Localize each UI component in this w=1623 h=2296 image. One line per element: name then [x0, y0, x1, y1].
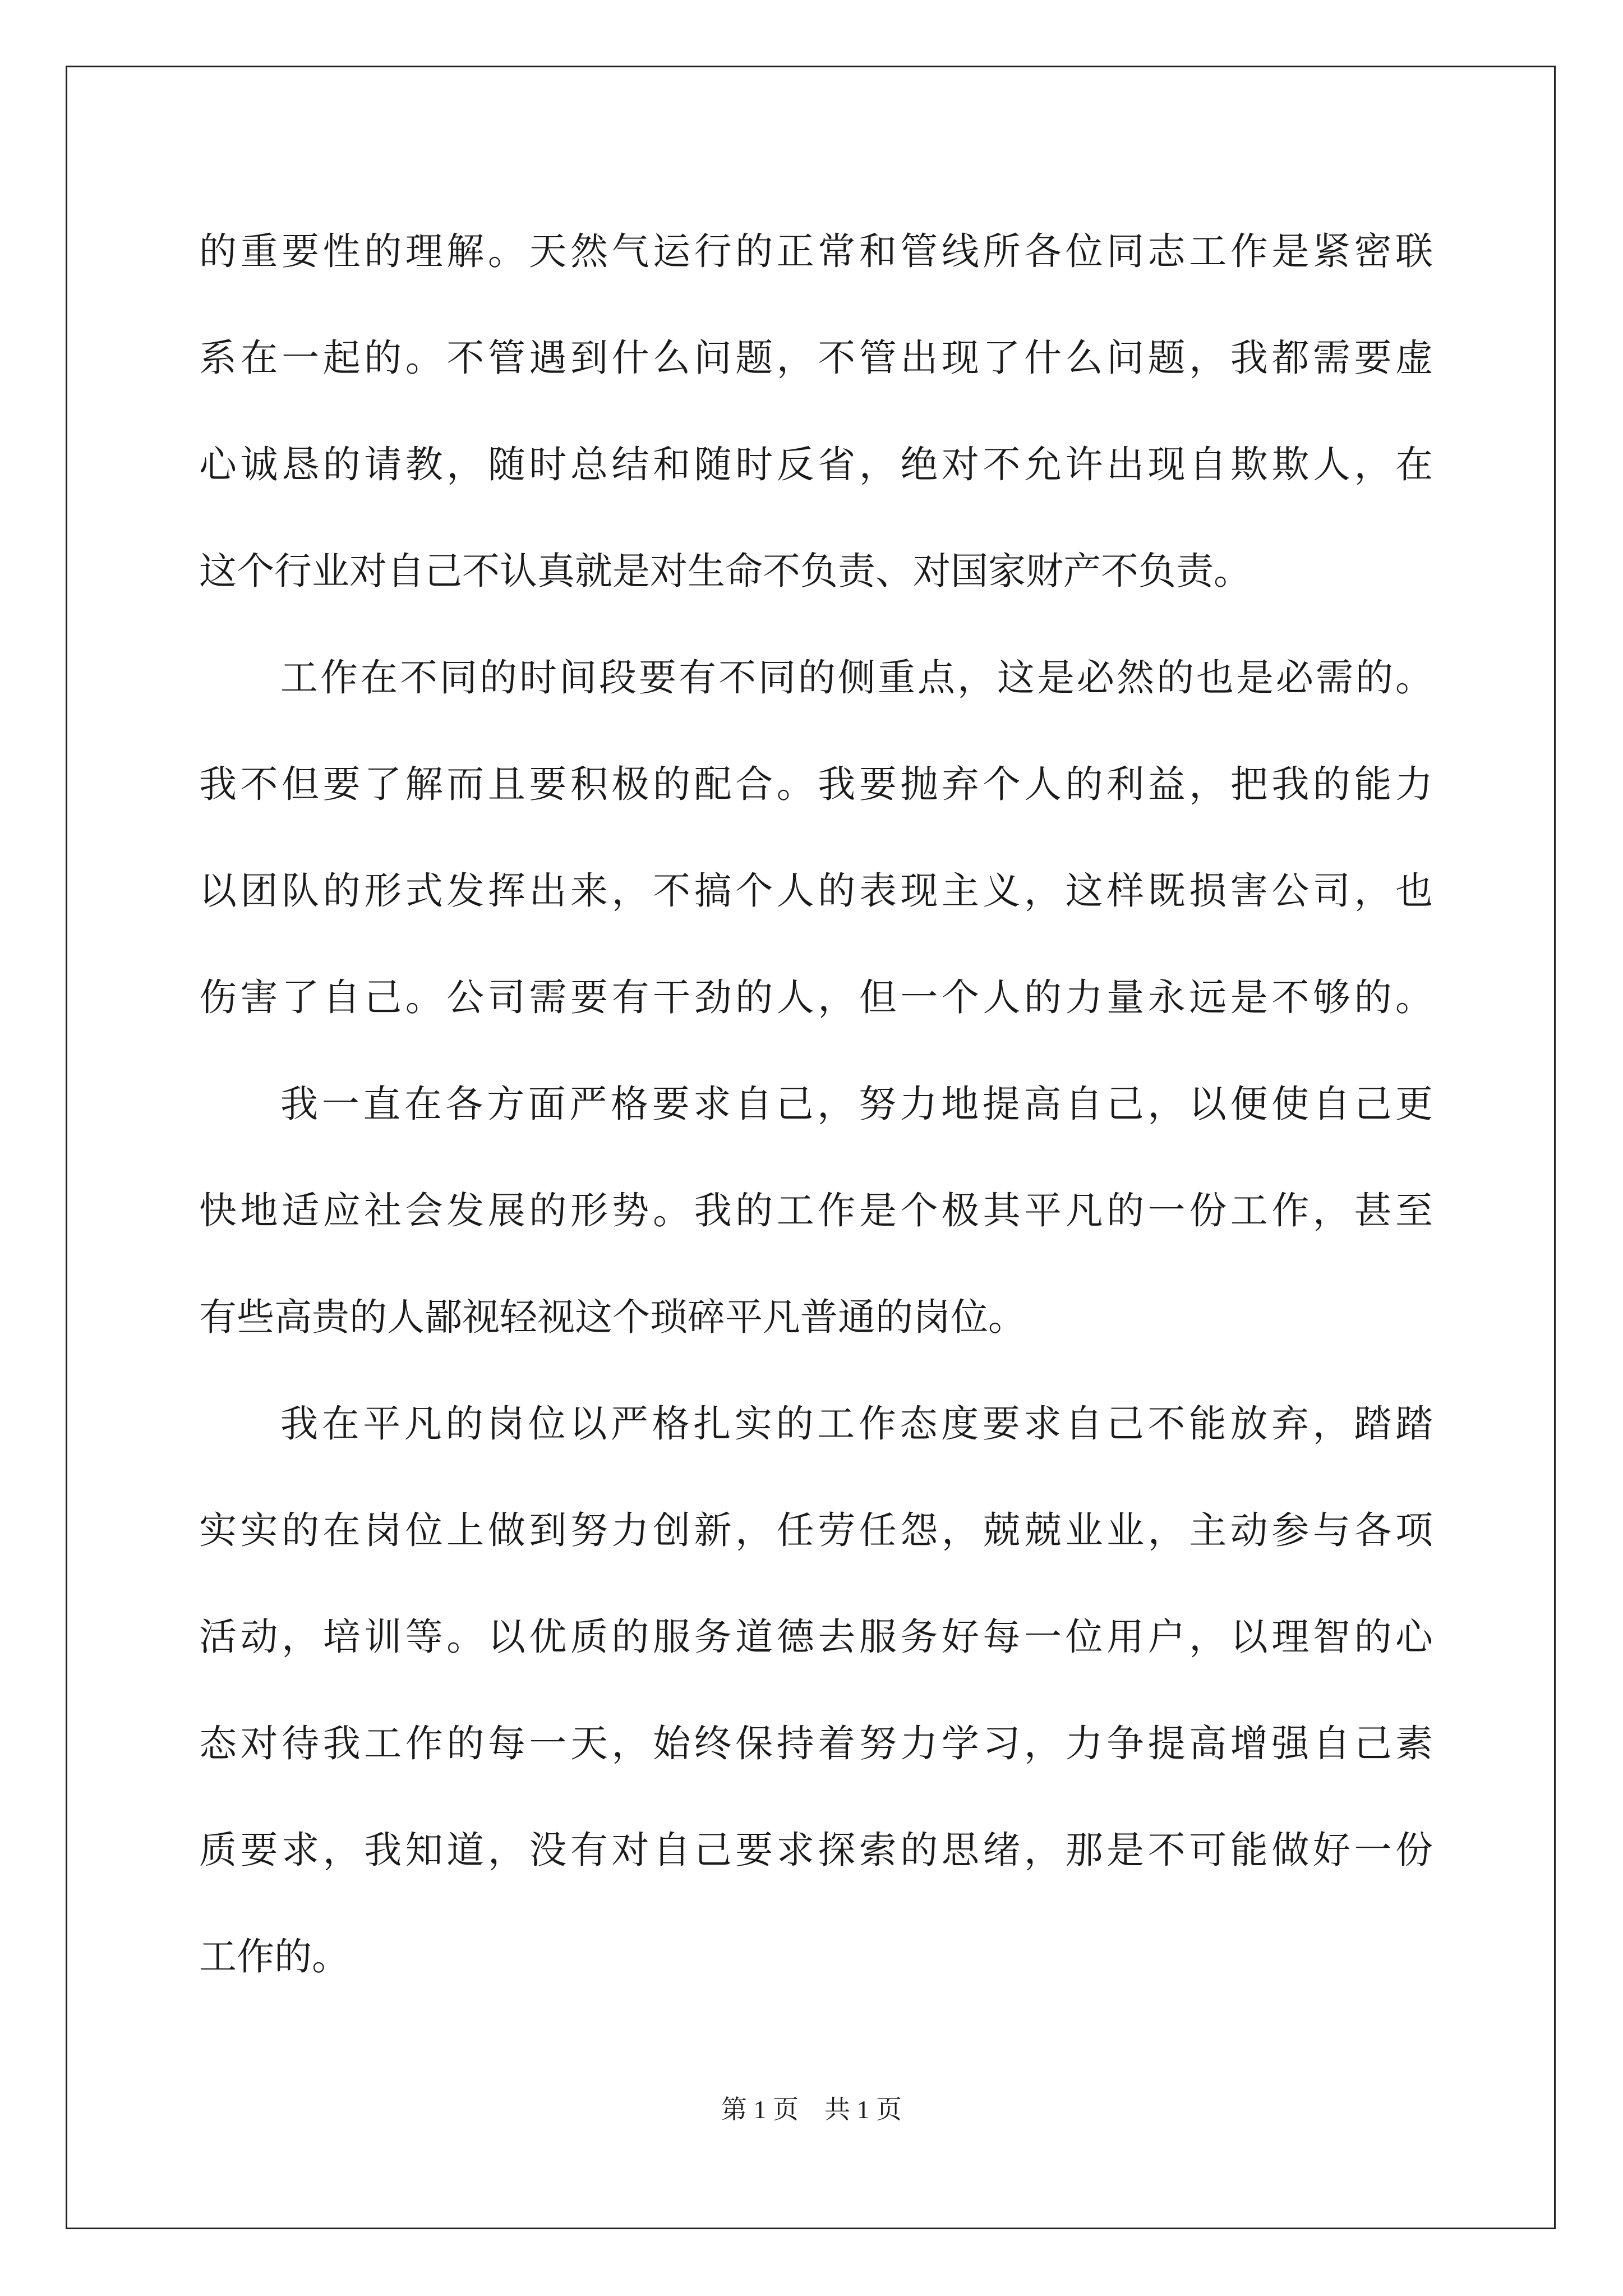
paragraph-first-line: 工作在不同的时间段要有不同的侧重点，这是必然的也是必需的。	[280, 656, 1433, 700]
text-line: 实实的在岗位上做到努力创新，任劳任怨，兢兢业业，主动参与各项	[199, 1508, 1433, 1552]
text-line: 态对待我工作的每一天，始终保持着努力学习，力争提高增强自己素	[199, 1722, 1433, 1765]
text-line: 的重要性的理解。天然气运行的正常和管线所各位同志工作是紧密联	[199, 229, 1433, 273]
text-line: 我不但要了解而且要积极的配合。我要抛弃个人的利益，把我的能力	[199, 762, 1433, 806]
text-line: 系在一起的。不管遇到什么问题，不管出现了什么问题，我都需要虚	[199, 336, 1433, 380]
text-line: 质要求，我知道，没有对自己要求探索的思绪，那是不可能做好一份	[199, 1828, 1433, 1872]
page-border	[66, 66, 1556, 2229]
text-line: 这个行业对自己不认真就是对生命不负责、对国家财产不负责。	[199, 549, 1251, 593]
text-line: 伤害了自己。公司需要有干劲的人，但一个人的力量永远是不够的。	[199, 976, 1433, 1019]
paragraph-first-line: 我在平凡的岗位以严格扎实的工作态度要求自己不能放弃，踏踏	[280, 1402, 1433, 1446]
page-footer: 第 1 页 共 1 页	[721, 2095, 902, 2124]
text-line: 快地适应社会发展的形势。我的工作是个极其平凡的一份工作，甚至	[199, 1189, 1433, 1232]
paragraph-first-line: 我一直在各方面严格要求自己，努力地提高自己，以便使自己更	[280, 1082, 1433, 1126]
text-line: 以团队的形式发挥出来，不搞个人的表现主义，这样既损害公司，也	[199, 869, 1433, 913]
text-line: 有些高贵的人鄙视轻视这个琐碎平凡普通的岗位。	[199, 1295, 1026, 1339]
text-line: 心诚恳的请教，随时总结和随时反省，绝对不允许出现自欺欺人，在	[199, 443, 1433, 486]
text-line: 活动，培训等。以优质的服务道德去服务好每一位用户，以理智的心	[199, 1615, 1433, 1659]
text-line: 工作的。	[199, 1935, 349, 1978]
